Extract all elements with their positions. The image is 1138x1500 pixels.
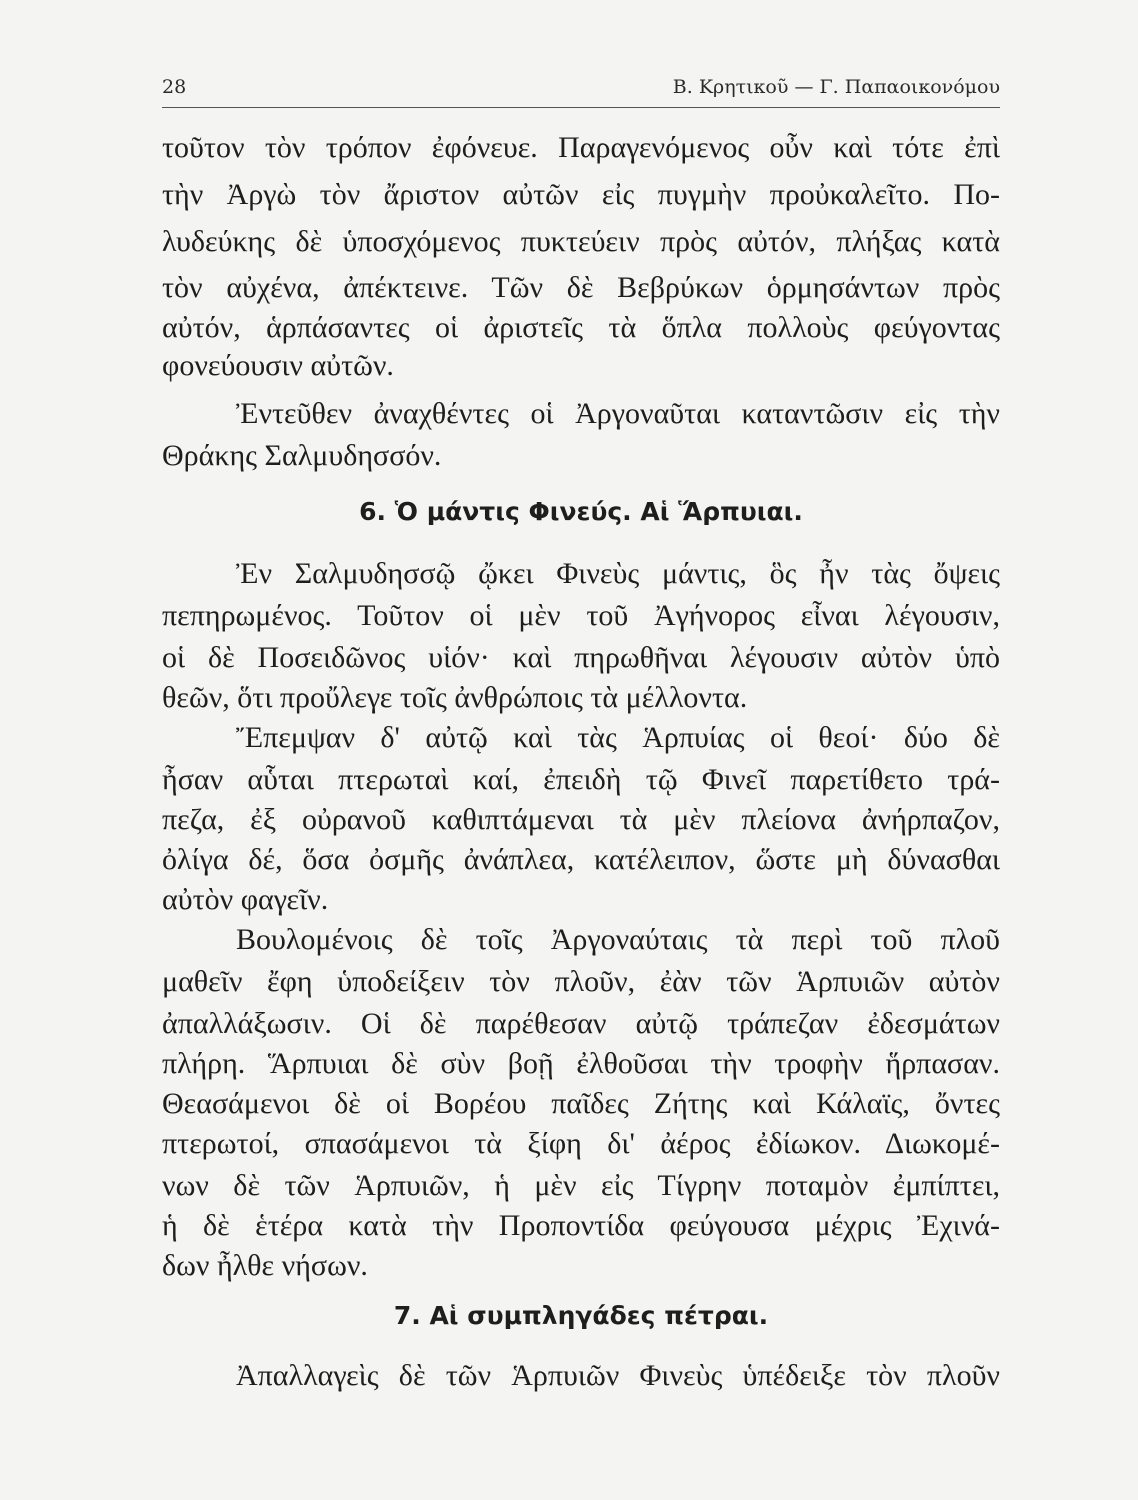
header-rule: [162, 107, 1000, 108]
text-line: πεπηρωμένος. Τοῦτον οἱ μὲν τοῦ Ἀγήνορος εἶναι λέγουσιν,: [162, 599, 1000, 632]
text-line: αὐτόν, ἁρπάσαντες οἱ ἀριστεῖς τὰ ὅπλα πολλοὺς φεύγοντας: [162, 311, 1000, 344]
text-line: οἱ δὲ Ποσειδῶνος υἱόν· καὶ πηρωθῆναι λέγουσιν αὐτὸν ὑπὸ: [162, 641, 1000, 674]
page-number: 28: [162, 76, 187, 98]
text-line: Ἔπεμψαν δ' αὐτῷ καὶ τὰς Ἁρπυίας οἱ θεοί· δύο δὲ: [236, 721, 1000, 754]
section-heading-7: 7. Αἱ συμπληγάδες πέτραι.: [393, 1301, 769, 1330]
text-line: αὐτὸν φαγεῖν.: [162, 883, 329, 916]
text-line: ἀπαλλάξωσιν. Οἱ δὲ παρέθεσαν αὐτῷ τράπεζαν ἐδεσμάτων: [162, 1007, 1000, 1040]
text-line: Ἐν Σαλμυδησσῷ ᾤκει Φινεὺς μάντις, ὃς ἦν τὰς ὄψεις: [236, 557, 1000, 590]
text-line: τὴν Ἀργὼ τὸν ἄριστον αὐτῶν εἰς πυγμὴν προὐκαλεῖτο. Πο-: [162, 178, 1000, 211]
text-line: ἦσαν αὗται πτερωταὶ καί, ἐπειδὴ τῷ Φινεῖ παρετίθετο τρά-: [162, 763, 1000, 796]
text-line: πλήρη. Ἅρπυιαι δὲ σὺν βοῇ ἐλθοῦσαι τὴν τροφὴν ἥρπασαν.: [162, 1047, 1000, 1080]
text-line: νων δὲ τῶν Ἁρπυιῶν, ἡ μὲν εἰς Τίγρην ποταμὸν ἐμπίπτει,: [162, 1169, 1000, 1202]
header-title: Β. Κρητικοῦ — Γ. Παπαοικονόμου: [672, 76, 1000, 98]
text-line: Θράκης Σαλμυδησσόν.: [162, 439, 442, 472]
text-line: τοῦτον τὸν τρόπον ἐφόνευε. Παραγενόμενος οὖν καὶ τότε ἐπὶ: [162, 131, 1000, 164]
running-header: [162, 76, 1000, 106]
text-line: φονεύουσιν αὐτῶν.: [162, 349, 394, 382]
text-line: πτερωτοί, σπασάμενοι τὰ ξίφη δι' ἀέρος ἐδίωκον. Διωκομέ-: [162, 1127, 1000, 1160]
text-line: Βουλομένοις δὲ τοῖς Ἀργοναύταις τὰ περὶ τοῦ πλοῦ: [236, 923, 1000, 956]
text-line: ἡ δὲ ἑτέρα κατὰ τὴν Προποντίδα φεύγουσα μέχρις Ἐχινά-: [162, 1209, 1000, 1242]
section-heading-6: 6. Ὁ μάντις Φινεύς. Αἱ Ἅρπυιαι.: [359, 497, 803, 526]
text-line: Θεασάμενοι δὲ οἱ Βορέου παῖδες Ζήτης καὶ Κάλαϊς, ὄντες: [162, 1087, 1000, 1120]
text-line: λυδεύκης δὲ ὑποσχόμενος πυκτεύειν πρὸς αὐτόν, πλήξας κατὰ: [162, 225, 1000, 258]
text-line: πεζα, ἐξ οὐρανοῦ καθιπτάμεναι τὰ μὲν πλείονα ἀνήρπαζον,: [162, 803, 1000, 836]
text-line: δων ἦλθε νήσων.: [162, 1249, 368, 1282]
text-line: τὸν αὐχένα, ἀπέκτεινε. Τῶν δὲ Βεβρύκων ὁρμησάντων πρὸς: [162, 271, 1000, 304]
text-line: μαθεῖν ἔφη ὑποδείξειν τὸν πλοῦν, ἐὰν τῶν Ἁρπυιῶν αὐτὸν: [162, 965, 1000, 998]
text-line: ὀλίγα δέ, ὅσα ὀσμῆς ἀνάπλεα, κατέλειπον, ὥστε μὴ δύνασθαι: [162, 843, 1000, 876]
text-line: θεῶν, ὅτι προὔλεγε τοῖς ἀνθρώποις τὰ μέλλοντα.: [162, 681, 748, 714]
text-line: Ἐντεῦθεν ἀναχθέντες οἱ Ἀργοναῦται καταντῶσιν εἰς τὴν: [236, 397, 1000, 430]
text-line: Ἀπαλλαγεὶς δὲ τῶν Ἁρπυιῶν Φινεὺς ὑπέδειξε τὸν πλοῦν: [236, 1359, 1000, 1392]
